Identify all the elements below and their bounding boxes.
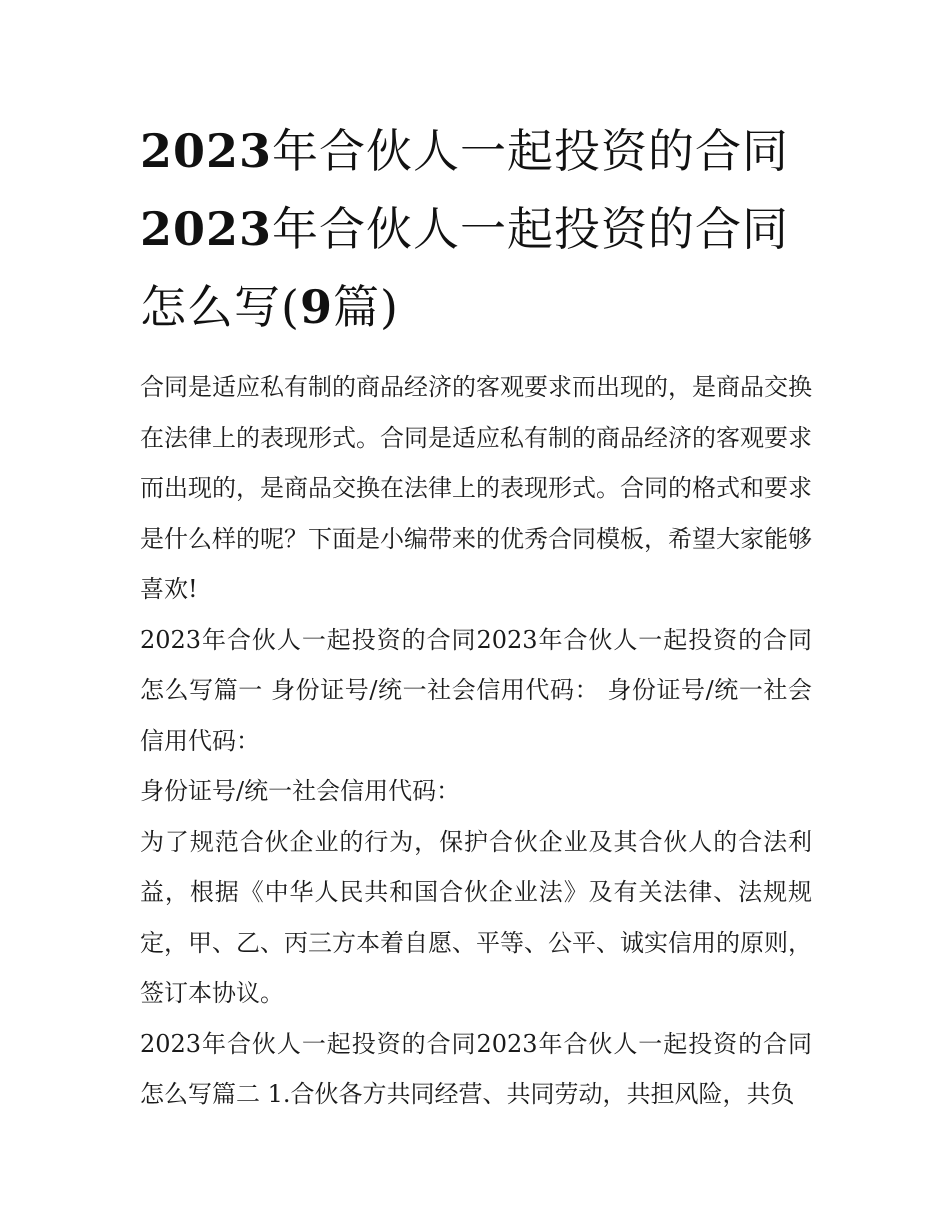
paragraph-section-one: 2023年合伙人一起投资的合同2023年合伙人一起投资的合同怎么写篇一 身份证号/统一社会信用代码： 身份证号/统一社会信用代码： <box>140 625 812 755</box>
paragraph-intro: 合同是适应私有制的商品经济的客观要求而出现的，是商品交换在法律上的表现形式。合同是适应私有制的商品经济的客观要求而出现的，是商品交换在法律上的表现形式。合同的格式和要求是什么样的呢？下面是小编带来的优秀合同模板，希望大家能够喜欢! <box>140 373 812 603</box>
title-year-1: 2023 <box>140 124 273 178</box>
title-text-1: 年合伙人一起投资的合同 <box>272 124 790 178</box>
document-title <box>140 112 812 346</box>
title-text-3: 篇) <box>332 280 399 334</box>
paragraph-section-two: 2023年合伙人一起投资的合同2023年合伙人一起投资的合同怎么写篇二 1.合伙各方共同经营、共同劳动，共担风险，共负 <box>140 1029 812 1108</box>
paragraph-purpose: 为了规范合伙企业的行为，保护合伙企业及其合伙人的合法利益，根据《中华人民共和国合伙企业法》及有关法律、法规规定，甲、乙、丙三方本着自愿、平等、公平、诚实信用的原则，签订本协议。 <box>140 827 812 1007</box>
title-text-2: 年合伙人一起投资的合同怎么写( <box>140 202 790 334</box>
title-count: 9 <box>299 280 333 334</box>
document-body <box>140 112 812 1120</box>
title-year-2: 2023 <box>140 202 273 256</box>
paragraph-id-field: 身份证号/统一社会信用代码： <box>140 777 461 805</box>
